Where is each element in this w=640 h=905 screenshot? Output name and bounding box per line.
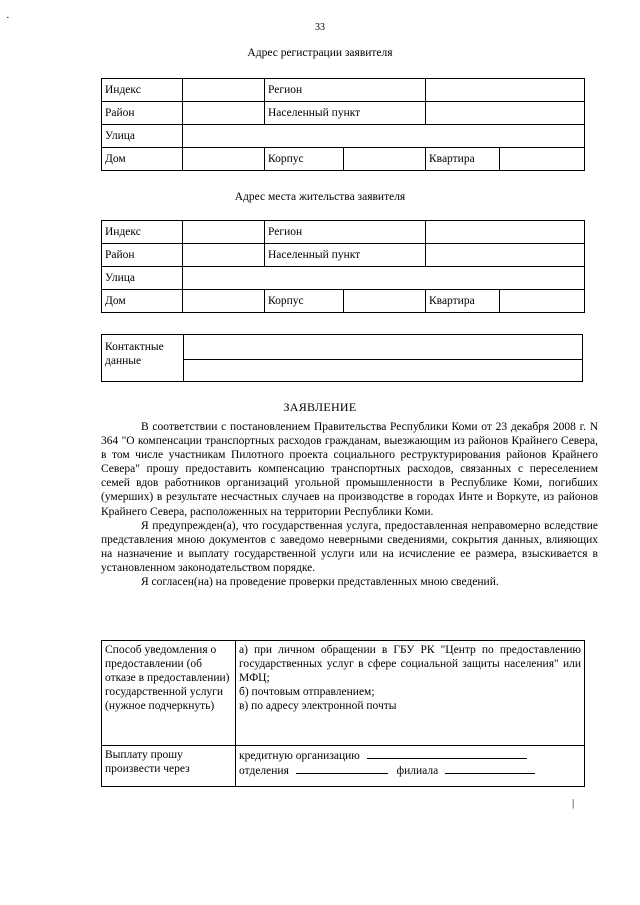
region-field[interactable] <box>426 221 585 244</box>
statement-paragraph: В соответствии с постановлением Правительства Республики Коми от 23 декабря 2008 г. N 364 "О компенсации транспортных расходов гражданам, выезжающим из районов Крайнего Севера, в том числе участникам Пилотного проекта социального реструктурирования районов Крайнего Севера" прошу предоставить компенсацию транспортных расходов, связанных с переселением семей вдов работников организаций угольной промышленности в Республике Коми, погибших (умерших) в результате несчастных случаев на производстве в городах Инте и Воркуте, из районов Крайнего Севера, расположенных на территории Республики Коми. <box>101 421 598 518</box>
filial-field[interactable] <box>445 763 535 774</box>
notification-options <box>236 641 585 746</box>
street-label: Улица <box>102 125 183 148</box>
locality-field[interactable] <box>426 244 585 267</box>
district-field[interactable] <box>183 102 265 125</box>
table-row <box>102 244 585 267</box>
contacts-label: Контактные данные <box>105 341 164 367</box>
table-row <box>102 221 585 244</box>
notification-option-b[interactable]: б) почтовым отправлением; <box>239 686 375 698</box>
region-field[interactable] <box>426 79 585 102</box>
apartment-cell <box>426 290 585 313</box>
locality-label: Населенный пункт <box>265 102 426 125</box>
apartment-label: Квартира <box>429 295 475 307</box>
house-label: Дом <box>102 148 183 171</box>
apartment-field[interactable] <box>499 148 584 170</box>
credit-org-label: кредитную организацию <box>239 750 360 762</box>
building-field[interactable] <box>344 148 426 171</box>
notification-label: Способ уведомления о предоставлении (об отказе в предоставлении) государственной услуги (нужное подчеркнуть) <box>102 641 236 746</box>
filial-label: филиала <box>396 765 439 777</box>
table-row <box>102 102 585 125</box>
payment-label: Выплату прошу произвести через <box>102 746 236 787</box>
registration-heading: Адрес регистрации заявителя <box>247 47 393 59</box>
district-field[interactable] <box>183 244 265 267</box>
branch-field[interactable] <box>296 763 388 774</box>
index-field[interactable] <box>183 221 265 244</box>
house-field[interactable] <box>183 290 265 313</box>
street-field[interactable] <box>183 125 585 148</box>
locality-field[interactable] <box>426 102 585 125</box>
table-row <box>102 148 585 171</box>
statement-paragraph: Я согласен(на) на проведение проверки представленных мною сведений. <box>141 576 499 589</box>
building-label: Корпус <box>265 148 344 171</box>
page-number: 33 <box>315 22 325 33</box>
table-row <box>102 290 585 313</box>
apartment-label: Квартира <box>429 153 475 165</box>
statement-paragraph: Я предупрежден(а), что государственная услуга, предоставленная неправомерно вследствие представления мною документов с заведомо неверными сведениями, сокрытия данных, влияющих на назначение и выплату государственной услуги или на исчисление ее размера, взыскивается в установленном законодательством порядке. <box>101 519 598 574</box>
region-label: Регион <box>265 79 426 102</box>
apartment-field[interactable] <box>499 290 584 312</box>
index-label: Индекс <box>102 79 183 102</box>
scan-mark: · <box>6 12 10 24</box>
index-field[interactable] <box>183 79 265 102</box>
residence-address-table <box>101 220 585 313</box>
notification-option-a[interactable]: а) при личном обращении в ГБУ РК "Центр по предоставлению государственных услуг в сфере социальной защиты населения" или МФЦ; <box>239 644 581 684</box>
branch-label: отделения <box>239 765 289 777</box>
contacts-field-1[interactable] <box>184 335 582 359</box>
index-label: Индекс <box>102 221 183 244</box>
scan-mark: | <box>572 797 575 809</box>
region-label: Регион <box>265 221 426 244</box>
notification-option-c[interactable]: в) по адресу электронной почты <box>239 700 397 712</box>
payment-fields <box>236 746 585 787</box>
apartment-cell <box>426 148 585 171</box>
statement-body <box>101 420 598 589</box>
table-row <box>102 267 585 290</box>
house-label: Дом <box>102 290 183 313</box>
notification-table <box>101 640 585 787</box>
district-label: Район <box>102 102 183 125</box>
district-label: Район <box>102 244 183 267</box>
registration-address-table <box>101 78 585 171</box>
street-field[interactable] <box>183 267 585 290</box>
building-label: Корпус <box>265 290 344 313</box>
building-field[interactable] <box>344 290 426 313</box>
credit-org-field[interactable] <box>367 748 527 759</box>
residence-heading: Адрес места жительства заявителя <box>234 191 406 203</box>
locality-label: Населенный пункт <box>265 244 426 267</box>
table-row <box>102 641 585 746</box>
table-row <box>102 125 585 148</box>
table-row <box>102 746 585 787</box>
street-label: Улица <box>102 267 183 290</box>
contacts-field-2[interactable] <box>184 360 582 381</box>
contacts-box <box>101 334 583 382</box>
house-field[interactable] <box>183 148 265 171</box>
table-row <box>102 79 585 102</box>
statement-title: ЗАЯВЛЕНИЕ <box>283 400 357 414</box>
